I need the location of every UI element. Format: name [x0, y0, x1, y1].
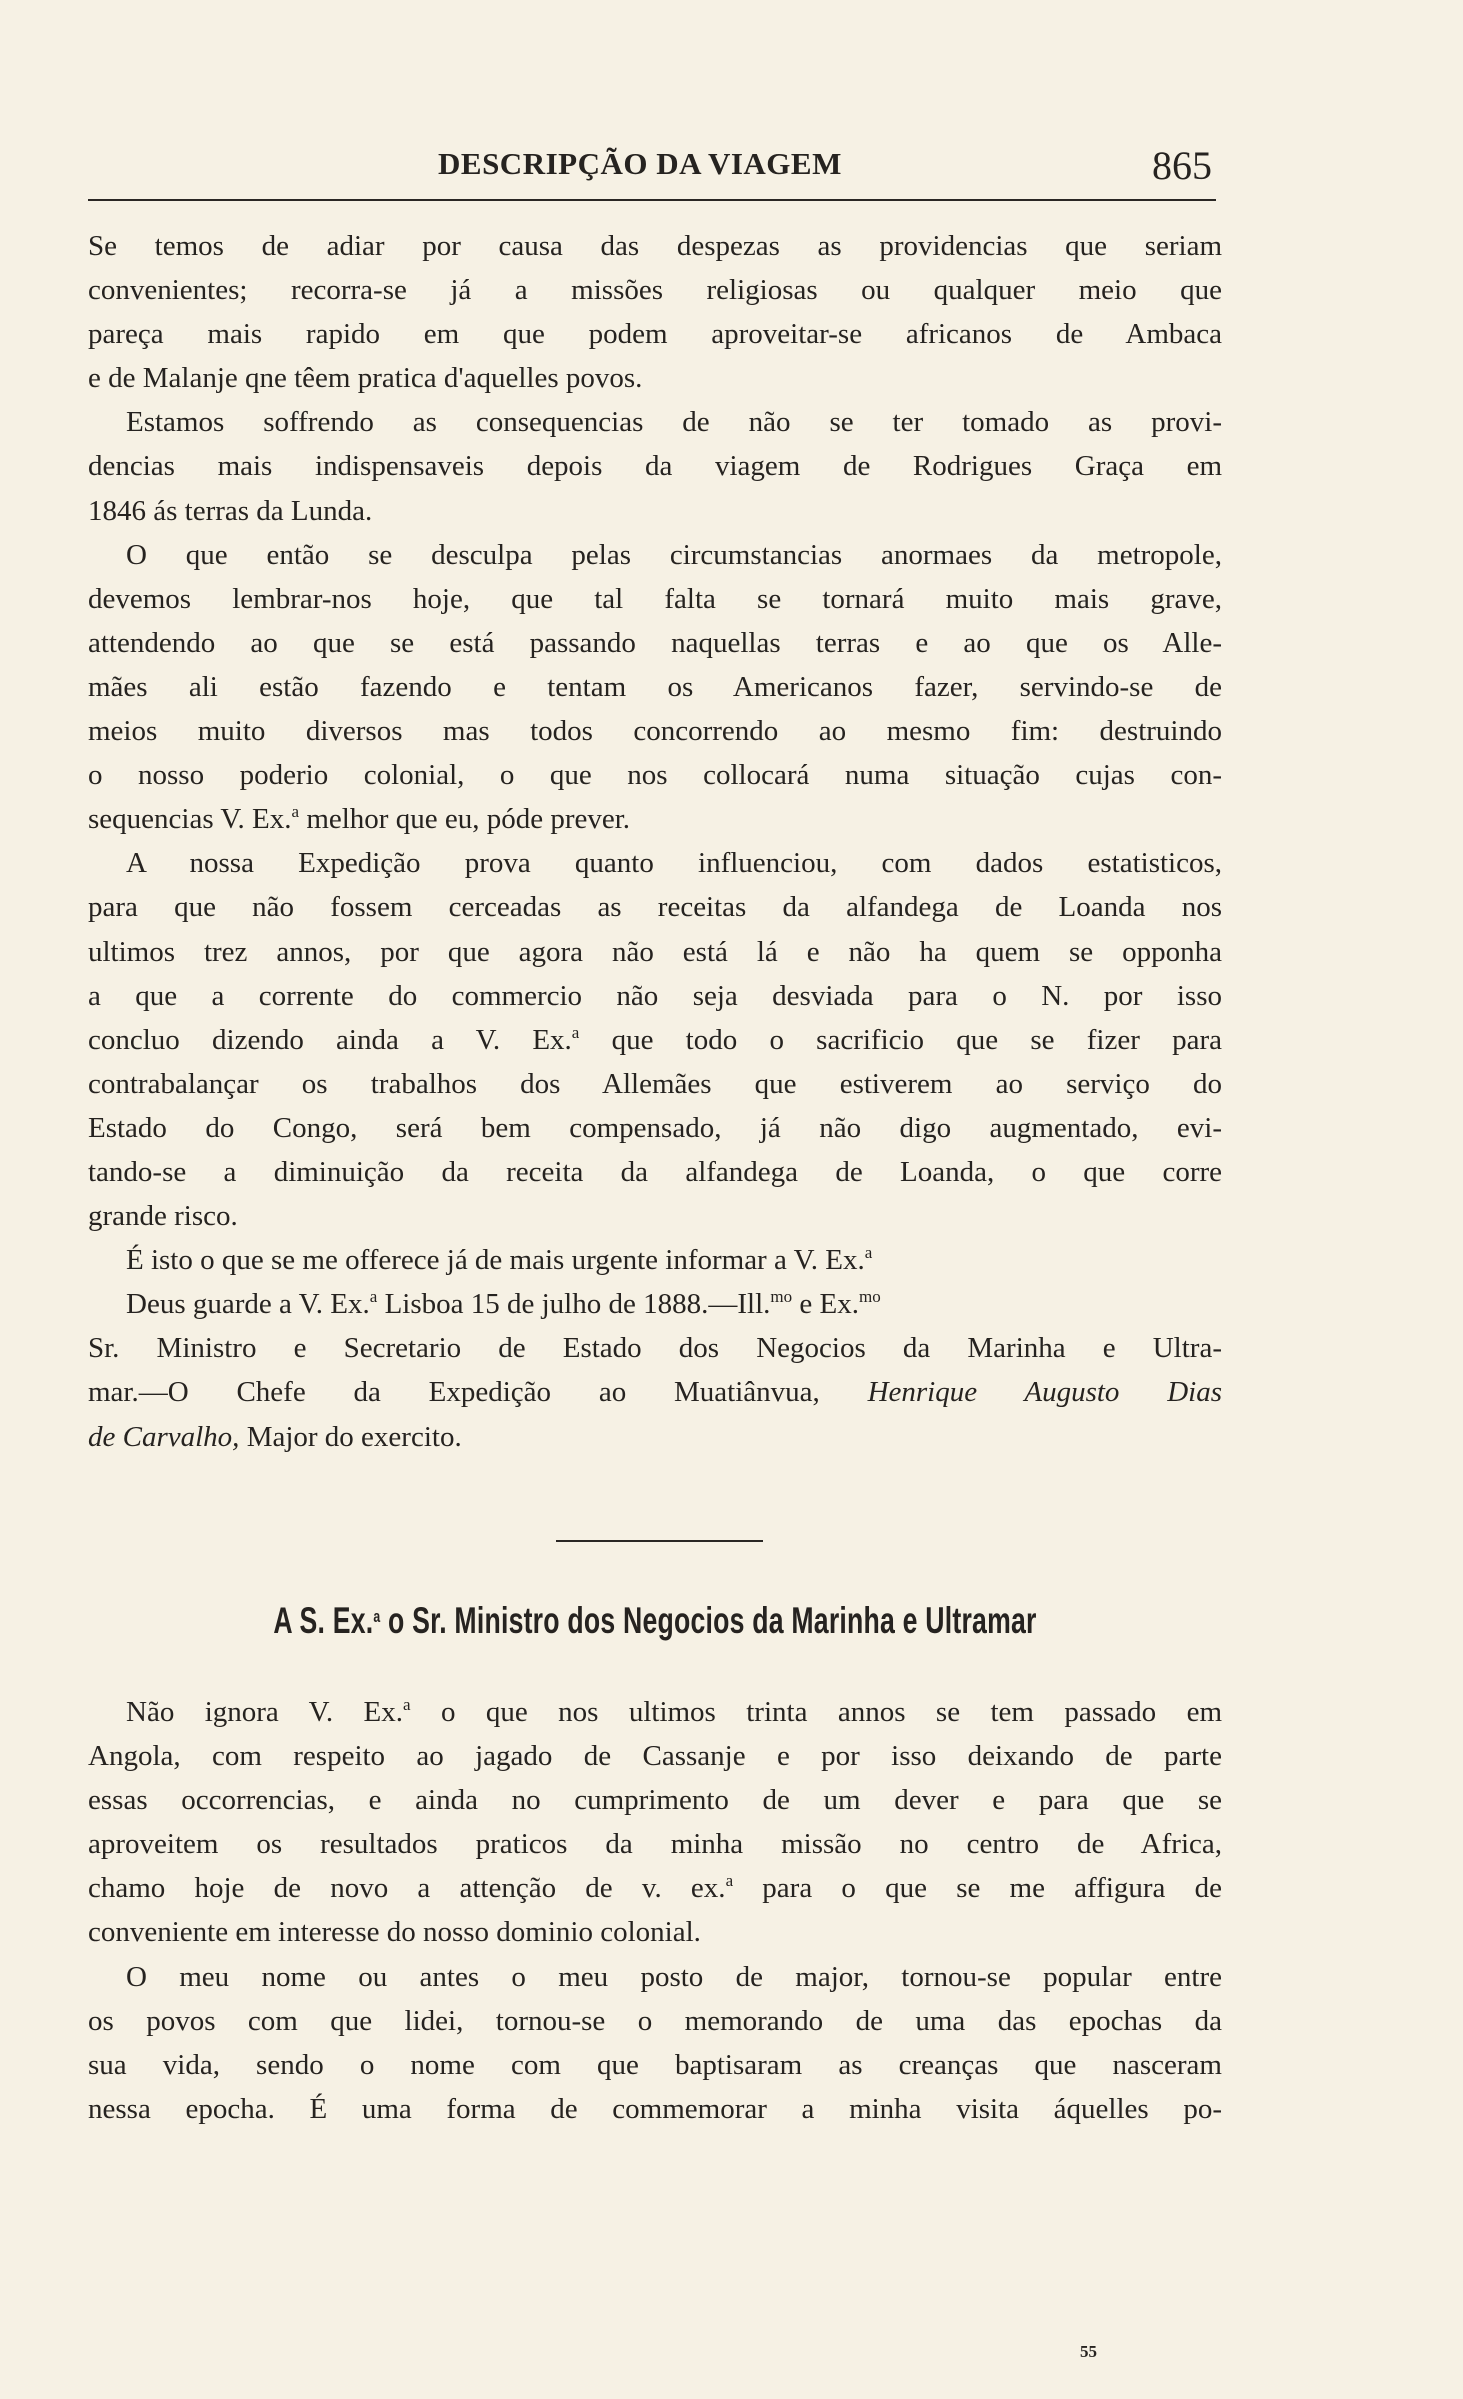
text-line: sequencias V. Ex.$^a$ melhor que eu, póde prever. — [88, 802, 631, 836]
text-line: grande risco. — [88, 1200, 238, 1233]
text-line: pareça mais rapido em que podem aproveitar-se africanos de Ambaca — [88, 318, 1222, 351]
signature-mark: 55 — [1080, 2342, 1097, 2361]
text-line: É isto o que se me offerece já de mais urgente informar a V. Ex.$^a$ — [126, 1243, 873, 1277]
text-line: Angola, com respeito ao jagado de Cassanje e por isso deixando de parte — [88, 1740, 1222, 1773]
text-line: essas occorrencias, e ainda no cumprimento de um dever e para que se — [88, 1784, 1222, 1817]
letter-two — [88, 1690, 1222, 2131]
text-line: chamo hoje de novo a attenção de v. ex.$^a$ para o que se me affigura de — [88, 1871, 1223, 1905]
text-line: contrabalançar os trabalhos dos Allemães que estiverem ao serviço do — [88, 1067, 1222, 1100]
text-line: Não ignora V. Ex.$^a$ o que nos ultimos trinta annos se tem passado em — [126, 1695, 1223, 1728]
text-line: de Carvalho, Major do exercito. — [88, 1420, 462, 1453]
text-line: os povos com que lidei, tornou-se o memorando de uma das epochas da — [88, 2004, 1222, 2037]
letter-one — [88, 224, 1222, 1459]
text-line: conveniente em interesse do nosso dominio colonial. — [88, 1916, 701, 1949]
text-line: O que então se desculpa pelas circumstancias anormaes da metropole, — [126, 538, 1222, 571]
text-line: para que não fossem cerceadas as receitas da alfandega de Loanda nos — [88, 891, 1222, 924]
text-line: O meu nome ou antes o meu posto de major, tornou-se popular entre — [126, 1960, 1222, 1993]
text-line: aproveitem os resultados praticos da minha missão no centro de Africa, — [88, 1828, 1222, 1861]
text-line: concluo dizendo ainda a V. Ex.$^a$ que todo o sacrificio que se fizer para — [88, 1022, 1223, 1056]
text-line: Se temos de adiar por causa das despezas as providencias que seriam — [88, 230, 1222, 262]
text-line: Estamos soffrendo as consequencias de não se ter tomado as provi- — [126, 406, 1222, 439]
running-head — [88, 142, 1216, 192]
text-line: ultimos trez annos, por que agora não está lá e não ha quem se opponha — [88, 935, 1222, 968]
text-line: attendendo ao que se está passando naquellas terras e ao que os Alle- — [88, 626, 1222, 659]
text-line: e de Malanje qne têem pratica d'aquelles povos. — [88, 362, 643, 395]
text-line: tando-se a diminuição da receita da alfandega de Loanda, o que corre — [88, 1155, 1222, 1188]
text-line: a que a corrente do commercio não seja desviada para o N. por isso — [88, 979, 1222, 1012]
text-line: dencias mais indispensaveis depois da viagem de Rodrigues Graça em — [88, 450, 1222, 483]
running-title: DESCRIPÇÃO DA VIAGEM — [438, 146, 842, 181]
text-line: o nosso poderio colonial, o que nos collocará numa situação cujas con- — [88, 759, 1222, 792]
text-line: 1846 ás terras da Lunda. — [88, 494, 373, 527]
text-line: Deus guarde a V. Ex.$^a$ Lisboa 15 de julho de 1888.—Ill.$^{mo}$ e Ex.$^{mo}$ — [126, 1287, 881, 1321]
text-line: devemos lembrar-nos hoje, que tal falta se tornará muito mais grave, — [88, 582, 1222, 615]
section-heading: A S. Ex.$^a$ o Sr. Ministro dos Negocios da Marinha e Ultramar — [273, 1600, 1037, 1641]
text-line: A nossa Expedição prova quanto influenciou, com dados estatisticos, — [126, 847, 1222, 880]
text-line: convenientes; recorra-se já a missões religiosas ou qualquer meio que — [88, 274, 1222, 307]
text-line: sua vida, sendo o nome com que baptisaram as creanças que nasceram — [88, 2048, 1222, 2081]
text-line: meios muito diversos mas todos concorrendo ao mesmo fim: destruindo — [88, 715, 1222, 748]
header-rule — [88, 199, 1216, 201]
text-line: Sr. Ministro e Secretario de Estado dos Negocios da Marinha e Ultra- — [88, 1332, 1222, 1365]
text-line: nessa epocha. É uma forma de commemorar a minha visita áquelles po- — [88, 2092, 1222, 2125]
page-number: 865 — [1152, 143, 1212, 188]
section-separator — [556, 1540, 763, 1542]
text-line: mar.—O Chefe da Expedição ao Muatiânvua, Henrique Augusto Dias — [88, 1376, 1222, 1409]
text-line: mães ali estão fazendo e tentam os Americanos fazer, servindo-se de — [88, 670, 1222, 703]
text-line: Estado do Congo, será bem compensado, já não digo augmentado, evi- — [88, 1111, 1222, 1144]
